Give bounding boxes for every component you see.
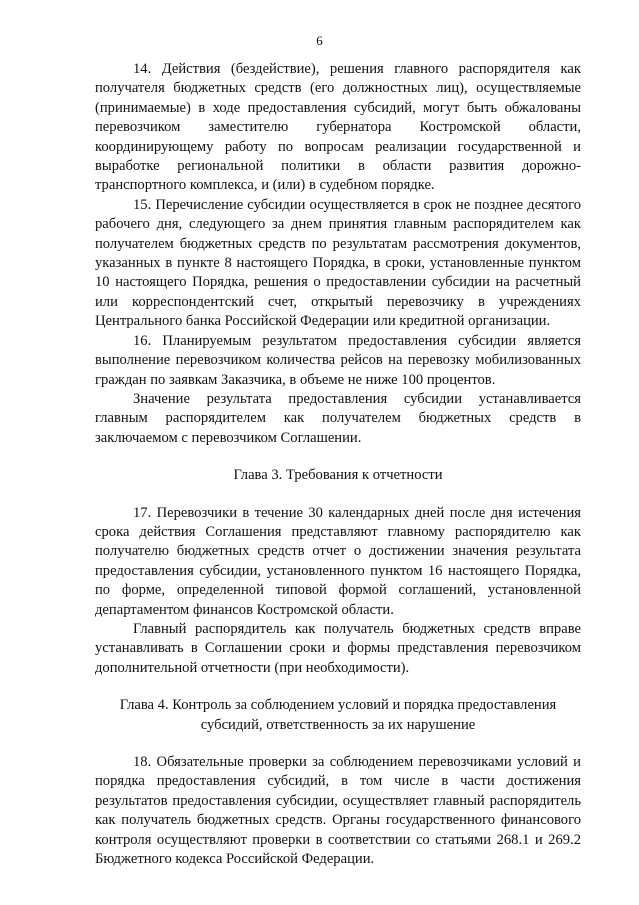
page-number: 6 bbox=[316, 33, 323, 48]
chapter-3-heading: Глава 3. Требования к отчетности bbox=[233, 467, 443, 484]
paragraph-result-value: Значение результата предоставления субсидии устанавливается главным распорядителем как получателем бюджетных средств в заключаемом с перевозчиком Соглашении. bbox=[95, 390, 581, 446]
paragraph-17: 17. Перевозчики в течение 30 календарных дней после дня истечения срока действия Соглашения представляют главному распорядителю как получателю бюджетных средств отчет о достижении значения результата предоставления субсидии, установленного пунктом 16 настоящего Порядка, по форме, определенной типовой формой соглашений, установленной департаментом финансов Костромской области. bbox=[95, 504, 581, 618]
chapter-4-heading: Глава 4. Контроль за соблюдением условий и порядка предоставления субсидий, ответственность за их нарушение bbox=[119, 697, 557, 733]
paragraph-18: 18. Обязательные проверки за соблюдением перевозчиками условий и порядка предоставления субсидий, в том числе в части достижения результатов предоставления субсидии, осуществляет главный распорядитель как получатель бюджетных средств. Органы государственного финансового контроля осуществляют проверки в соответствии со статьями 268.1 и 269.2 Бюджетного кодекса Российской Федерации. bbox=[95, 754, 581, 868]
paragraph-14: 14. Действия (бездействие), решения главного распорядителя как получателя бюджетных средств (его должностных лиц), осуществляемые (принимаемые) в ходе предоставления субсидий, могут быть обжалованы перевозчиком заместителю губернатора Костромской области, координирующему работу по вопросам реализации государственной и выработке региональной политики в области развития дорожно-транспортного комплекса, и (или) в судебном порядке. bbox=[95, 61, 581, 194]
paragraph-additional-reporting: Главный распорядитель как получатель бюджетных средств вправе устанавливать в Соглашении сроки и формы представления перевозчиком дополнительной отчетности (при необходимости). bbox=[95, 620, 581, 676]
spacer bbox=[95, 678, 581, 696]
paragraph-15: 15. Перечисление субсидии осуществляется в срок не позднее десятого рабочего дня, следующего за днем принятия главным распорядителем как получателем бюджетных средств по результатам рассмотрения документов, указанных в пункте 8 настоящего Порядка, в сроки, установленные пунктом 10 настоящего Порядка, решения о предоставлении субсидии на расчетный или корреспондентский счет, открытый перевозчику в учреждениях Центрального банка Российской Федерации или кредитной организации. bbox=[95, 196, 581, 330]
spacer bbox=[95, 448, 581, 466]
paragraph-16: 16. Планируемым результатом предоставления субсидии является выполнение перевозчиком количества рейсов на перевозку мобилизованных граждан по заявкам Заказчика, в объеме не ниже 100 процентов. bbox=[95, 332, 581, 388]
document-body bbox=[95, 60, 581, 869]
spacer bbox=[95, 735, 581, 753]
spacer bbox=[95, 486, 581, 504]
